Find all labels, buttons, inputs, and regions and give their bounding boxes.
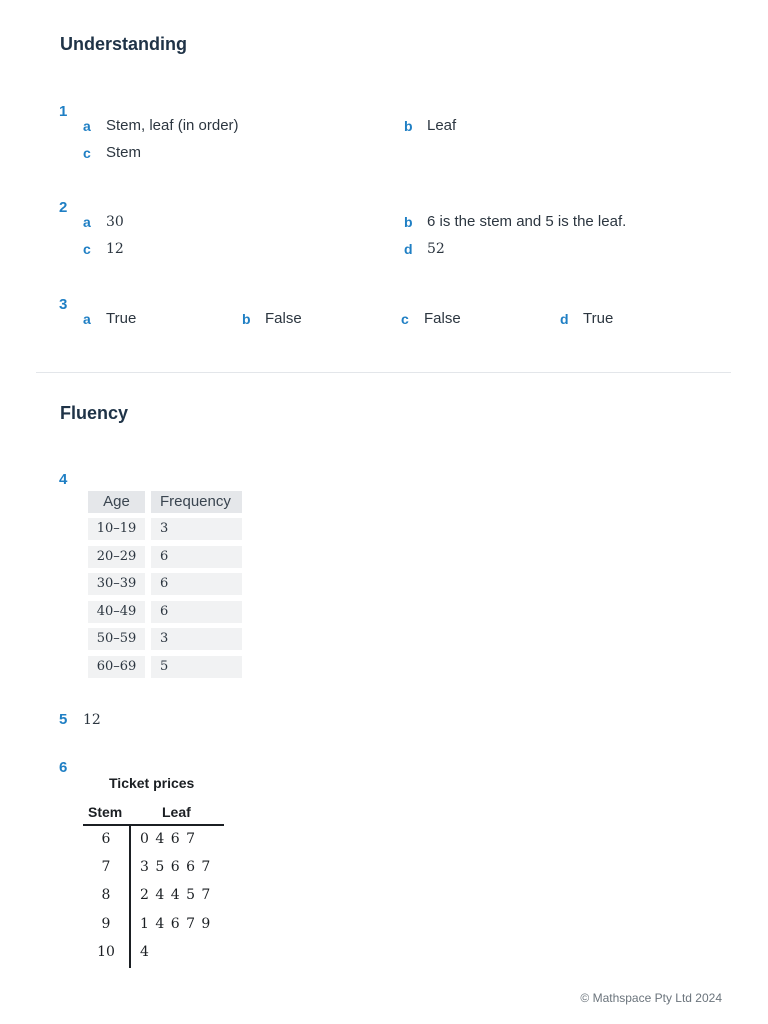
question-number-2: 2 [59, 199, 68, 216]
table-cell-frequency: 3 [151, 628, 242, 650]
table-cell-age: 50–59 [88, 628, 145, 650]
question-number-3: 3 [59, 296, 68, 313]
answer-1b: Leaf [427, 117, 457, 134]
answer-2b: 6 is the stem and 5 is the leaf. [427, 213, 627, 230]
answer-5: 12 [83, 712, 101, 728]
answer-1a: Stem, leaf (in order) [106, 117, 239, 134]
question-number-5: 5 [59, 711, 68, 728]
part-label-2b: b [404, 214, 413, 230]
answer-2c: 12 [106, 241, 124, 257]
stem-value: 6 [101, 831, 111, 847]
section-title-understanding: Understanding [60, 34, 188, 54]
answer-2a: 30 [106, 214, 124, 230]
table-cell-frequency: 6 [151, 601, 242, 623]
part-label-3a: a [83, 311, 91, 327]
part-label-2a: a [83, 214, 91, 230]
leaf-values: 4 [140, 944, 150, 960]
part-label-1a: a [83, 118, 91, 134]
answer-3a: True [106, 310, 137, 327]
question-number-4: 4 [59, 471, 68, 488]
part-label-3b: b [242, 311, 251, 327]
answer-3c: False [424, 310, 461, 327]
leaf-values: 3 5 6 6 7 [140, 859, 212, 875]
leaf-values: 2 4 4 5 7 [140, 887, 212, 903]
stem-value: 10 [97, 944, 115, 960]
stem-value: 7 [101, 859, 111, 875]
table-cell-frequency: 6 [151, 573, 242, 595]
table-cell-age: 10–19 [88, 518, 145, 540]
copyright-footer: © Mathspace Pty Ltd 2024 [580, 991, 722, 1005]
table-cell-frequency: 6 [151, 546, 242, 568]
part-label-1c: c [83, 145, 91, 161]
question-number-6: 6 [59, 759, 68, 776]
leaf-values: 1 4 6 7 9 [140, 916, 212, 932]
table-cell-age: 40–49 [88, 601, 145, 623]
table-cell-age: 20–29 [88, 546, 145, 568]
section-title-fluency: Fluency [60, 403, 129, 423]
stem-value: 9 [101, 916, 111, 932]
part-label-2d: d [404, 241, 413, 257]
table-header-age: Age [88, 491, 145, 513]
table-header-frequency: Frequency [151, 491, 242, 513]
table-cell-age: 30–39 [88, 573, 145, 595]
section-divider [36, 372, 731, 373]
part-label-1b: b [404, 118, 413, 134]
part-label-3d: d [560, 311, 569, 327]
table-cell-frequency: 5 [151, 656, 242, 678]
part-label-3c: c [401, 311, 409, 327]
leaf-header: Leaf [162, 804, 191, 820]
answer-2d: 52 [427, 241, 445, 257]
answer-1c: Stem [106, 144, 142, 161]
header-rule [83, 824, 224, 826]
part-label-2c: c [83, 241, 91, 257]
answer-3d: True [583, 310, 614, 327]
table-cell-age: 60–69 [88, 656, 145, 678]
leaf-values: 0 4 6 7 [140, 831, 196, 847]
table-cell-frequency: 3 [151, 518, 242, 540]
stem-divider [129, 826, 131, 968]
answer-3b: False [265, 310, 302, 327]
stem-leaf-title: Ticket prices [109, 775, 195, 791]
stem-header: Stem [88, 804, 123, 820]
stem-value: 8 [101, 887, 111, 903]
question-number-1: 1 [59, 103, 68, 120]
